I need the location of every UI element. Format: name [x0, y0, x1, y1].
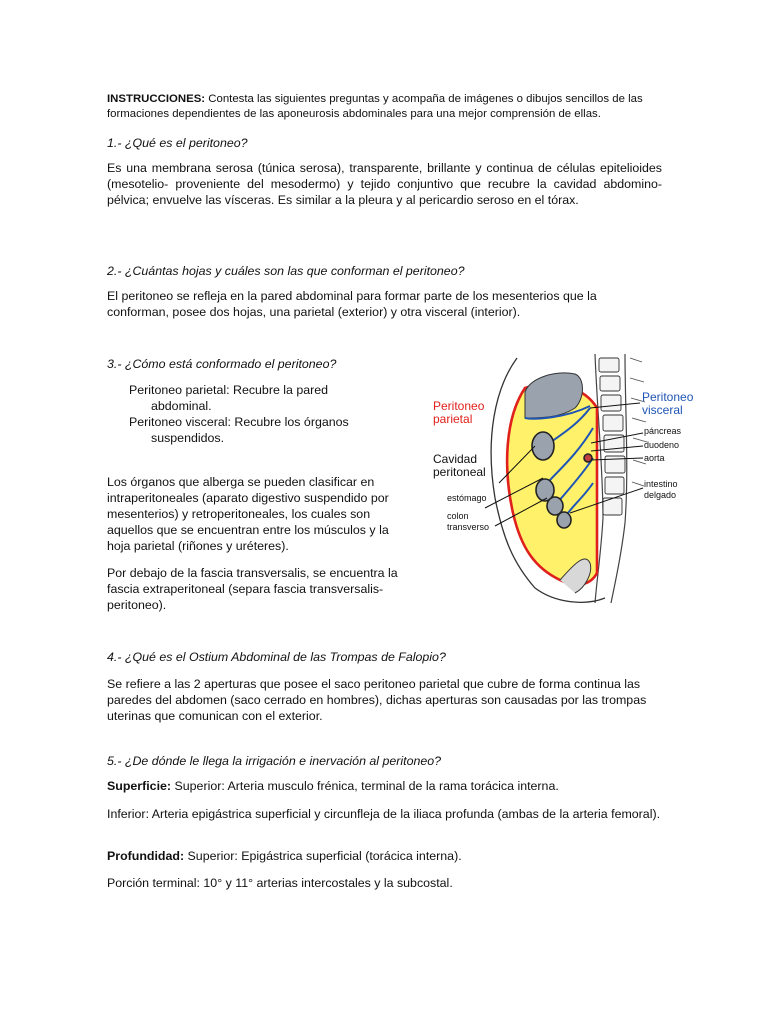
label-visceral-line2: visceral — [642, 403, 683, 417]
label-cavidad-line2: peritoneal — [433, 465, 486, 479]
q3-item-parietal: Peritoneo parietal: Recubre la pared abdominal. — [129, 383, 329, 413]
label-parietal-line1: Peritoneo — [433, 399, 485, 413]
peritoneum-diagram — [425, 348, 710, 606]
label-visceral-line1: Peritoneo — [642, 390, 694, 404]
q3-item-visceral: Peritoneo visceral: Recubre los órganos suspendidos. — [129, 415, 349, 445]
question-1: 1.- ¿Qué es el peritoneo? — [107, 136, 248, 150]
label-estomago: estómago — [447, 493, 487, 503]
label-cavidad-line1: Cavidad — [433, 452, 478, 466]
label-intestino-delgado — [644, 479, 678, 501]
label-duodeno: duodeno — [644, 440, 680, 450]
instructions-label: INSTRUCCIONES: — [107, 93, 206, 105]
label-colon-transverso — [447, 511, 489, 533]
answer-1: Es una membrana serosa (túnica serosa), transparente, brillante y continua de células epitelioides (mesotelio- proveniente del mesodermo) y tejido conjuntivo que recubre la cavidad abdomino-pélvica; envuelve las vísceras. Es similar a la pleura y al pericardio seroso en el tórax. — [107, 161, 662, 207]
label-pancreas: páncreas — [644, 426, 682, 436]
q5-inferior: Inferior: Arteria epigástrica superficial y circunfleja de la iliaca profunda (ambas de la arteria femoral). — [107, 807, 661, 821]
q3-paragraph-1: Los órganos que alberga se pueden clasificar en intraperitoneales (aparato digestivo suspendido por mesenterios) y retroperitoneales, los cuales son aquellos que se encuentran entre los músculos y la hoja parietal (riñones y uréteres). — [107, 475, 389, 553]
answer-4: Se refiere a las 2 aperturas que posee el saco peritoneo parietal que cubre de forma continua las paredes del abdomen (saco cerrado en hombres), dichas aperturas son causadas por las trompas uterinas que comunican con el exterior. — [107, 677, 647, 723]
spine-vertebrae — [595, 354, 647, 603]
question-3: 3.- ¿Cómo está conformado el peritoneo? — [107, 357, 337, 371]
instructions — [107, 92, 662, 122]
q5-terminal: Porción terminal: 10° y 11° arterias intercostales y la subcostal. — [107, 876, 453, 890]
label-intestino-line1: intestino — [644, 479, 678, 489]
label-intestino-line2: delgado — [644, 490, 677, 500]
q5-profundidad-text: Superior: Epigástrica superficial (torácica interna). — [187, 849, 462, 863]
q3-paragraph-2: Por debajo de la fascia transversalis, se encuentra la fascia extraperitoneal (separa fascia transversalis-peritoneo). — [107, 566, 398, 612]
label-aorta: aorta — [644, 453, 665, 463]
q3-list — [107, 382, 377, 446]
label-peritoneo-visceral — [642, 391, 693, 417]
label-colon-line2: transverso — [447, 522, 490, 532]
question-2: 2.- ¿Cuántas hojas y cuáles son las que conforman el peritoneo? — [107, 264, 465, 278]
label-colon-line1: colon — [447, 511, 469, 521]
label-parietal-line2: parietal — [433, 412, 473, 426]
q5-profundidad — [107, 848, 662, 864]
question-5: 5.- ¿De dónde le llega la irrigación e inervación al peritoneo? — [107, 754, 442, 768]
question-4: 4.- ¿Qué es el Ostium Abdominal de las Trompas de Falopio? — [107, 650, 446, 664]
q5-superficie — [107, 778, 662, 794]
label-peritoneo-parietal — [433, 400, 484, 426]
q5-superficie-label: Superficie: — [107, 779, 172, 793]
instructions-text: Contesta las siguientes preguntas y acompaña de imágenes o dibujos sencillos de las formaciones dependientes de las aponeurosis abdominales para una mejor comprensión de ellas. — [107, 93, 643, 120]
answer-2: El peritoneo se refleja en la pared abdominal para formar parte de los mesenterios que la conforman, posee dos hojas, una parietal (exterior) y otra visceral (interior). — [107, 289, 597, 319]
label-cavidad-peritoneal — [433, 453, 486, 479]
q5-superficie-text: Superior: Arteria musculo frénica, terminal de la rama torácica interna. — [174, 779, 559, 793]
q5-profundidad-label: Profundidad: — [107, 849, 185, 863]
